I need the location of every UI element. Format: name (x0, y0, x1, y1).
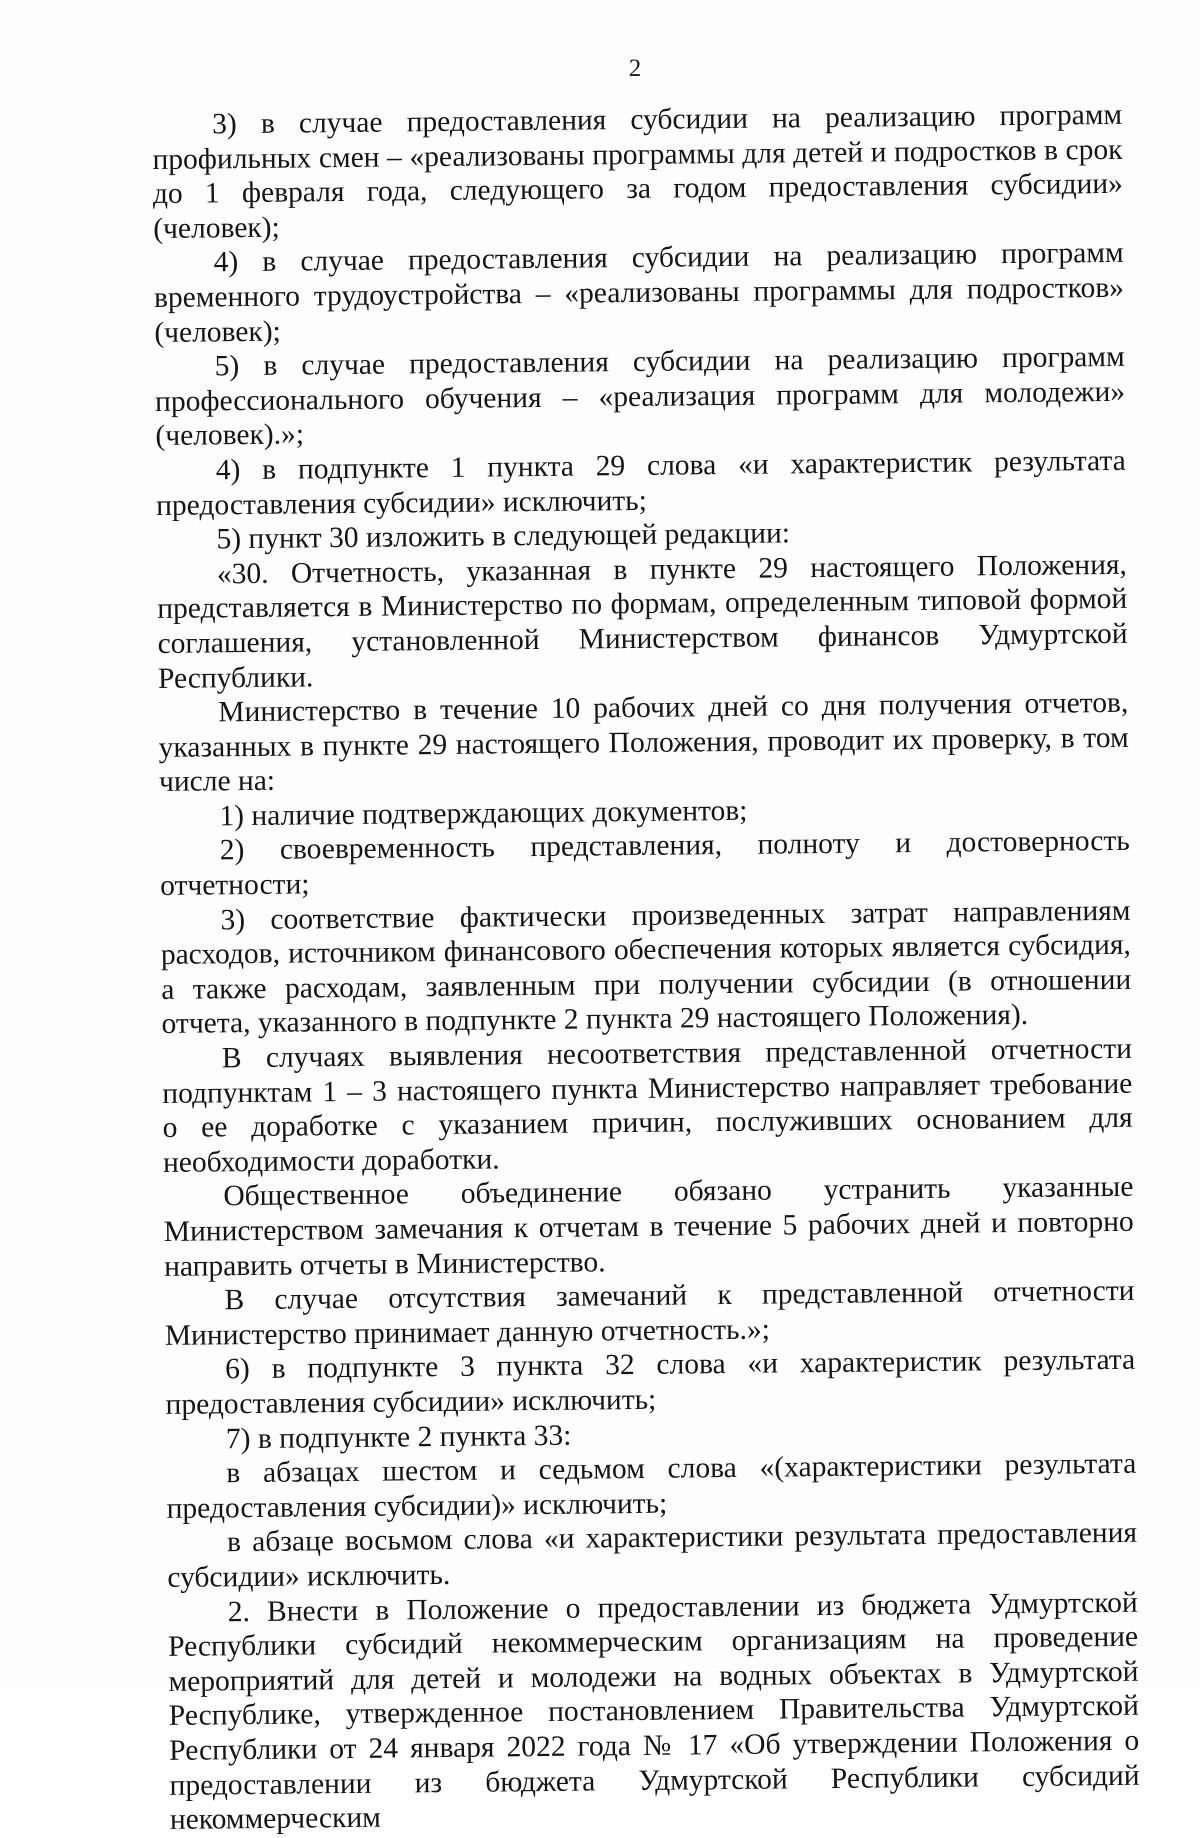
paragraph: В случаях выявления несоответствия представленной отчетности подпунктам 1 – 3 настоящего пункта Министерство направляет требование о ее доработке с указанием причин, послуживших основанием для необходимости доработки. (162, 1032, 1133, 1179)
paragraph: 2. Внести в Положение о предоставлении из бюджета Удмуртской Республики субсидий некоммерческим организациям на проведение мероприятий для детей и молодежи на водных объектах в Удмуртской Республике, утвержденное постановлением Правительства Удмуртской Республики от 24 января 2022 года № 17 «Об утверждении Положения о предоставлении из бюджета Удмуртской Республики субсидий некоммерческим (167, 1586, 1140, 1836)
paragraph: 5) пункт 30 изложить в следующей редакции: (216, 517, 791, 556)
paragraph: 4) в случае предоставления субсидии на реализацию программ временного трудоустройства – «реализованы программы для подростков» (человек); (153, 237, 1125, 349)
paragraph: 7) в подпункте 2 пункта 33: (225, 1419, 572, 1455)
paragraph: «30. Отчетность, указанная в пункте 29 настоящего Положения, представляется в Министерство по формам, определенным типовой формой соглашения, установленной Министерством финансов Удмуртской Республики. (157, 548, 1128, 695)
paragraph: 3) в случае предоставления субсидии на реализацию программ профильных смен – «реализованы программы для детей и подростков в срок до 1 февраля года, следующего за годом предоставления субсидии» (человек); (152, 98, 1124, 245)
paragraph: 2) своевременность представления, полноту и достоверность отчетности; (159, 825, 1130, 903)
paragraph: 6) в подпункте 3 пункта 32 слова «и характеристик результата предоставления субсидии» исключить; (165, 1344, 1136, 1421)
paragraph: Министерство в течение 10 рабочих дней со дня получения отчетов, указанных в пункте 29 настоящего Положения, проводит их проверку, в том числе на: (158, 686, 1129, 799)
paragraph: 5) в случае предоставления субсидии на реализацию программ профессионального обучения – «реализация программ для молодежи» (человек).»; (154, 340, 1126, 453)
paragraph: в абзацах шестом и седьмом слова «(характеристики результата предоставления субсидии)» исключить; (166, 1447, 1137, 1525)
paragraph: в абзаце восьмом слова «и характеристики результата предоставления субсидии» исключить. (167, 1517, 1138, 1594)
paragraph: 3) соответствие фактически произведенных затрат направлениям расходов, источником финансового обеспечения которых является субсидия, а также расходам, заявленным при получении субсидии (в отношении отчета, указанного в подпункте 2 пункта 29 настоящего Положения). (160, 894, 1132, 1041)
paragraph: Общественное объединение обязано устранить указанные Министерством замечания к отчетам в течение 5 рабочих дней и повторно направить отчеты в Министерство. (163, 1171, 1134, 1283)
document-body (152, 98, 1140, 1838)
paragraph: 4) в подпункте 1 пункта 29 слова «и характеристик результата предоставления субсидии» исключить; (155, 444, 1126, 522)
paragraph: В случае отсутствия замечаний к представленной отчетности Министерство принимает данную отчетность.»; (164, 1274, 1135, 1352)
paragraph: 1) наличие подтверждающих документов; (219, 794, 748, 833)
page-number: 2 (628, 55, 642, 82)
